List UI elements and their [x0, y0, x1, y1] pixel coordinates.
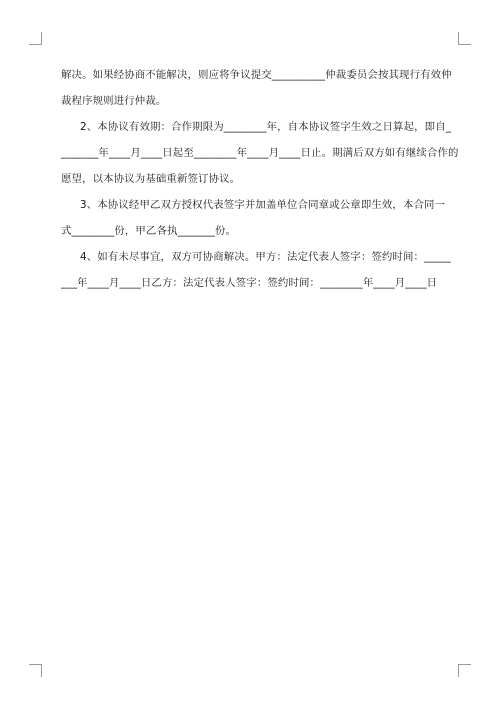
crop-mark-top-right: [458, 32, 471, 45]
text-line: 解决。如果经协商不能解决，则应将争议提交__________仲裁委员会按其现行有效仲: [61, 69, 452, 81]
document-body: [61, 68, 459, 302]
text-line: _______年____月____日起至________年____月____日止。期满后双方如有继续合作的: [61, 147, 459, 159]
text-line: ___年____月____日乙方：法定代表人签字：签约时间：________年____月____日: [61, 277, 438, 289]
text-line: 裁程序规则进行仲裁。: [61, 95, 167, 107]
clause-3-line: 3、本协议经甲乙双方授权代表签字并加盖单位合同章或公章即生效，本合同一: [80, 199, 446, 211]
crop-mark-bottom-left: [29, 664, 42, 677]
clause-2-line: 2、本协议有效期：合作期限为________年，自本协议签字生效之日算起，即自_: [80, 121, 452, 133]
crop-mark-top-left: [29, 32, 42, 45]
crop-mark-bottom-right: [458, 664, 471, 677]
clause-4-line: 4、如有未尽事宜，双方可协商解决。甲方：法定代表人签字：签约时间：_____: [80, 251, 451, 263]
text-line: 式________份，甲乙各执_______份。: [61, 225, 237, 237]
text-line: 愿望，以本协议为基础重新签订协议。: [61, 173, 241, 185]
